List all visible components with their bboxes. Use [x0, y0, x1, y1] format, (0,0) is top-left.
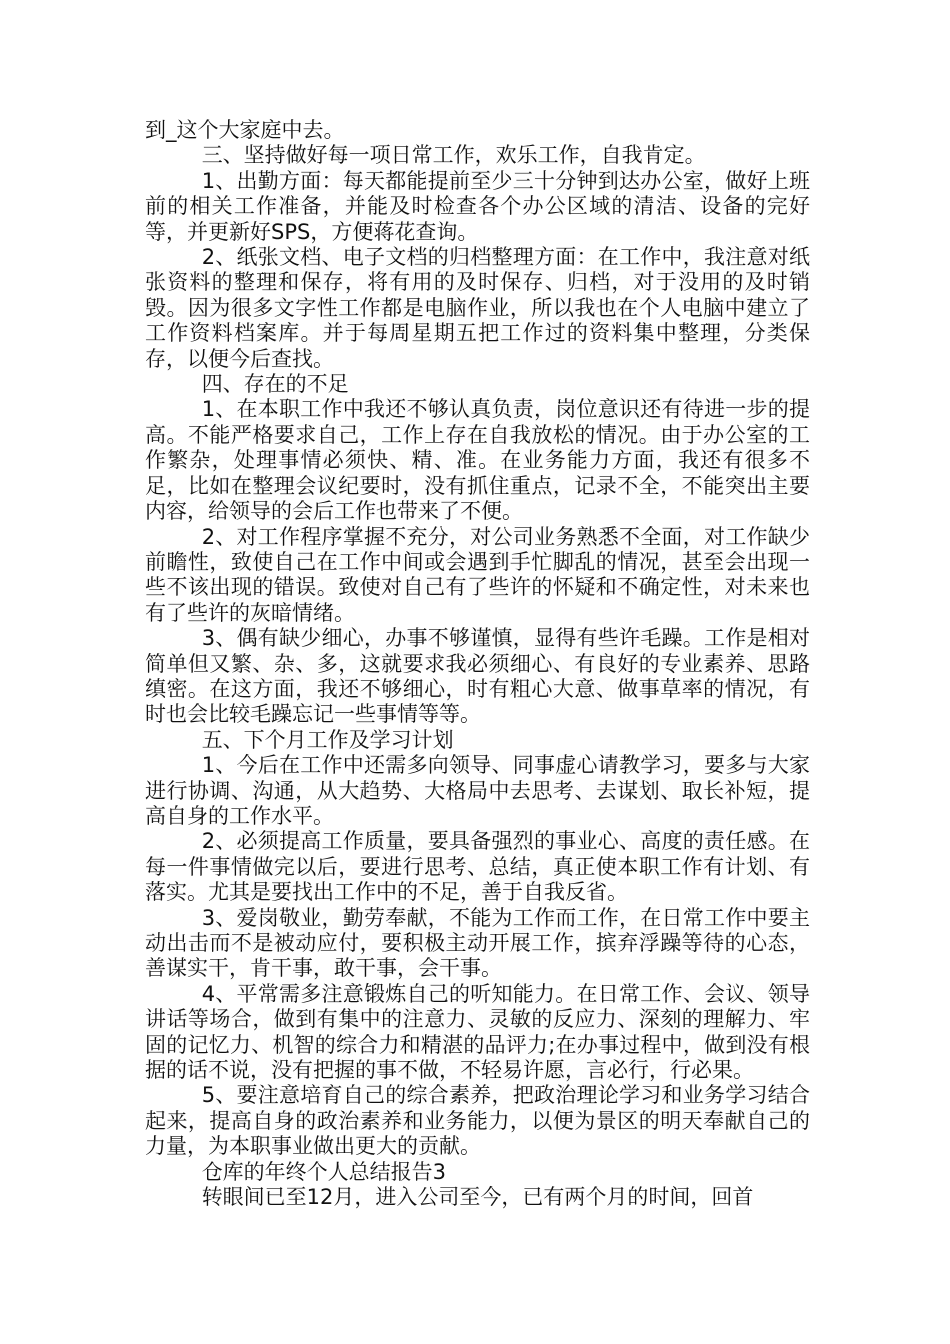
paragraph-archiving: 2、纸张文档、电子文档的归档整理方面：在工作中，我注意对纸张资料的整理和保存，将有用的及时保存、归档，对于没用的及时销毁。因为很多文字性工作都是电脑作业，所以我也在个人电脑中建立了工作资料档案库。并于每周星期五把工作过的资料集中整理，分类保存，以便今后查找。	[145, 245, 810, 371]
paragraph-report-intro: 转眼间已至12月，进入公司至今，已有两个月的时间，回首	[201, 1185, 754, 1210]
section-heading-next-month-plan: 五、下个月工作及学习计划	[201, 727, 454, 752]
paragraph-continuation: 到_这个大家庭中去。	[145, 118, 345, 142]
paragraph-plan-1: 1、今后在工作中还需多向领导、同事虚心请教学习，要多与大家进行协调、沟通，从大趋势、大格局中去思考、去谋划、取长补短，提高自身的工作水平。	[145, 753, 810, 828]
section-heading-shortcomings: 四、存在的不足	[201, 372, 349, 397]
section-heading-daily-work: 三、坚持做好每一项日常工作，欢乐工作，自我肯定。	[201, 143, 706, 168]
paragraph-attendance: 1、出勤方面：每天都能提前至少三十分钟到达办公室，做好上班前的相关工作准备，并能及时检查各个办公区域的清洁、设备的完好等，并更新好SPS，方便蒋花查询。	[145, 168, 810, 244]
paragraph-shortcoming-3: 3、偶有缺少细心，办事不够谨慎，显得有些许毛躁。工作是相对简单但又繁、杂、多，这就要求我必须细心、有良好的专业素养、思路缜密。在这方面，我还不够细心，时有粗心大意、做事草率的情况，有时也会比较毛躁忘记一些事情等等。	[145, 626, 810, 727]
report-title: 仓库的年终个人总结报告3	[201, 1159, 447, 1184]
paragraph-plan-4: 4、平常需多注意锻炼自己的听知能力。在日常工作、会议、领导讲话等场合，做到有集中的注意力、灵敏的反应力、深刻的理解力、牢固的记忆力、机智的综合力和精湛的品评力;在办事过程中，做到没有根据的话不说，没有把握的事不做，不轻易许愿，言必行，行必果。	[145, 981, 810, 1083]
paragraph-plan-2: 2、必须提高工作质量，要具备强烈的事业心、高度的责任感。在每一件事情做完以后，要进行思考、总结，真正使本职工作有计划、有落实。尤其是要找出工作中的不足，善于自我反省。	[145, 829, 810, 905]
paragraph-shortcoming-2: 2、对工作程序掌握不充分，对公司业务熟悉不全面，对工作缺少前瞻性，致使自己在工作中间或会遇到手忙脚乱的情况，甚至会出现一些不该出现的错误。致使对自己有了些许的怀疑和不确定性，对未来也有了些许的灰暗情绪。	[145, 524, 810, 625]
paragraph-plan-5: 5、要注意培育自己的综合素养，把政治理论学习和业务学习结合起来，提高自身的政治素养和业务能力，以便为景区的明天奉献自己的力量，为本职事业做出更大的贡献。	[145, 1083, 810, 1159]
document-body	[145, 118, 810, 1210]
paragraph-plan-3: 3、爱岗敬业，勤劳奉献，不能为工作而工作，在日常工作中要主动出击而不是被动应付，要积极主动开展工作，摈弃浮躁等待的心态，善谋实干，肯干事，敢干事，会干事。	[145, 905, 810, 981]
paragraph-shortcoming-1: 1、在本职工作中我还不够认真负责，岗位意识还有待进一步的提高。不能严格要求自己，工作上存在自我放松的情况。由于办公室的工作繁杂，处理事情必须快、精、准。在业务能力方面，我还有很多不足，比如在整理会议纪要时，没有抓住重点，记录不全，不能突出主要内容，给领导的会后工作也带来了不便。	[145, 397, 810, 524]
